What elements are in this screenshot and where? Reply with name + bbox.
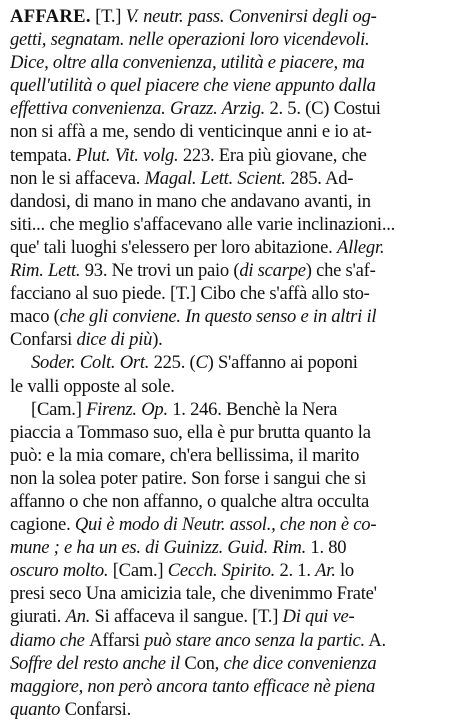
text-segment: lo (335, 560, 354, 582)
text-segment: può: e la mia comare, ch'era bellissima, il marito (10, 444, 360, 466)
entry-line (10, 582, 467, 605)
italic-text: di scarpe (239, 260, 306, 282)
italic-text: quanto (10, 698, 65, 720)
entry-line (10, 259, 467, 282)
italic-text: Magal. Lett. Scient. (144, 167, 286, 189)
text-segment: dandosi, di mano in mano che andavano avanti, in (10, 190, 371, 212)
text-segment: ) che s'af- (305, 260, 376, 282)
entry-line (10, 605, 467, 628)
text-segment: Con, (184, 652, 224, 674)
italic-text: effettiva convenienza. Grazz. Arzig. (10, 98, 266, 120)
headword: AFFARE. (10, 6, 91, 27)
text-segment: 93. Ne trovi un paio ( (80, 260, 240, 282)
text-segment: [Cam.] (108, 560, 168, 582)
italic-text: Di qui ve- (282, 606, 355, 628)
text-segment: ) S'affanno ai poponi (207, 352, 358, 374)
text-segment: que' tali luoghi s'elessero per loro abitazione. (10, 236, 337, 258)
text-segment: affanno o che non affanno, o qualche altra occulta (10, 490, 370, 512)
text-segment: non si affà a me, sendo di venticinque anni e io at- (10, 121, 372, 143)
entry-line (10, 236, 467, 259)
italic-text: può stare anco senza la partic. (144, 629, 365, 651)
entry-line (10, 97, 467, 120)
text-segment: ). (152, 329, 163, 351)
text-segment: 2. 1. (275, 560, 316, 582)
text-segment: 285. Ad- (285, 167, 354, 189)
text-segment: giurati. (10, 606, 66, 628)
entry-line (10, 375, 467, 398)
italic-text: che gli conviene. In questo senso e in altri il (59, 306, 377, 328)
text-segment: tempata. (10, 144, 76, 166)
italic-text: Ar. (315, 560, 336, 582)
entry-line (10, 513, 467, 536)
italic-text: oscuro molto. (10, 560, 109, 582)
text-segment: siti... che meglio s'affacevano alle varie inclinazioni... (10, 213, 396, 235)
italic-text: An. (65, 606, 91, 628)
text-segment: [Cam.] (31, 398, 87, 420)
text-segment: 223. Era più giovane, che (178, 144, 367, 166)
entry-line (10, 51, 467, 74)
text-segment: 225. ( (149, 352, 196, 374)
italic-text: diamo che (10, 629, 90, 651)
text-segment: Affarsi (89, 629, 145, 651)
entry-line (10, 120, 467, 143)
italic-text: Dice, oltre alla convenienza, utilità e piacere, ma (10, 52, 365, 74)
italic-text: Firenz. Op. (86, 398, 168, 420)
italic-text: Rim. Lett. (10, 260, 81, 282)
text-segment: Confarsi (10, 329, 77, 351)
text-segment: le valli opposte al sole. (10, 375, 175, 397)
entry-line (10, 398, 467, 421)
text-segment: 1. 246. Benchè la Nera (167, 398, 338, 420)
entry-line (10, 328, 467, 351)
entry-line (10, 74, 467, 97)
italic-text: Plut. Vit. volg. (75, 144, 179, 166)
italic-text: quell'utilità o quel piacere che viene appunto dalla (10, 75, 376, 97)
italic-text: mune ; e ha un es. di Guinizz. Guid. Rim. (10, 537, 307, 559)
entry-line (10, 282, 467, 305)
entry-line (10, 467, 467, 490)
italic-text: V. neutr. pass. Convenirsi degli og- (125, 6, 377, 27)
entry-line (10, 675, 467, 698)
text-segment: 2. 5. (C) Costui (265, 98, 381, 120)
text-segment: non la solea poter patire. Son forse i sangui che si (10, 467, 367, 489)
entry-line (10, 559, 467, 582)
entry-line (10, 213, 467, 236)
text-segment: cagione. (10, 514, 75, 536)
text-segment: [T.] (90, 6, 126, 27)
text-segment: A. (364, 629, 386, 651)
italic-text: Soder. Colt. Ort. (31, 352, 150, 374)
entry-line (10, 351, 467, 374)
text-segment: Confarsi. (64, 698, 131, 720)
text-segment: facciano al suo piede. [T.] Cibo che s'affà allo sto- (10, 283, 370, 305)
text-segment: Si affaceva il sangue. [T.] (90, 606, 283, 628)
italic-text: Qui è modo di Neutr. assol., che non è co- (74, 514, 377, 536)
entry-line (10, 629, 467, 652)
entry-line (10, 490, 467, 513)
entry-line (10, 167, 467, 190)
text-segment: presi seco Una amicizia tale, che divenimmo Frate' (10, 583, 377, 605)
text-segment: maco ( (10, 306, 60, 328)
entry-line (10, 652, 467, 675)
text-segment: piaccia a Tommaso suo, ella è pur brutta quanto la (10, 421, 371, 443)
entry-line (10, 444, 467, 467)
entry-line (10, 698, 467, 721)
entry-line (10, 536, 467, 559)
italic-text: C (195, 352, 208, 374)
text-segment: 1. 80 (306, 537, 347, 559)
entry-line (10, 305, 467, 328)
entry-line (10, 5, 467, 28)
entry-line (10, 190, 467, 213)
italic-text: Soffre del resto anche il (10, 652, 185, 674)
entry-line (10, 144, 467, 167)
entry-line (10, 421, 467, 444)
italic-text: maggiore, non però ancora tanto efficace nè piena (10, 675, 376, 697)
entry-line (10, 28, 467, 51)
text-segment: non le si affaceva. (10, 167, 145, 189)
italic-text: Cecch. Spirito. (167, 560, 276, 582)
italic-text: getti, segnatam. nelle operazioni loro vicendevoli. (10, 29, 370, 51)
italic-text: che dice convenienza (223, 652, 377, 674)
italic-text: dice di più (76, 329, 153, 351)
italic-text: Allegr. (336, 236, 385, 258)
dictionary-entry-affare (10, 5, 467, 721)
